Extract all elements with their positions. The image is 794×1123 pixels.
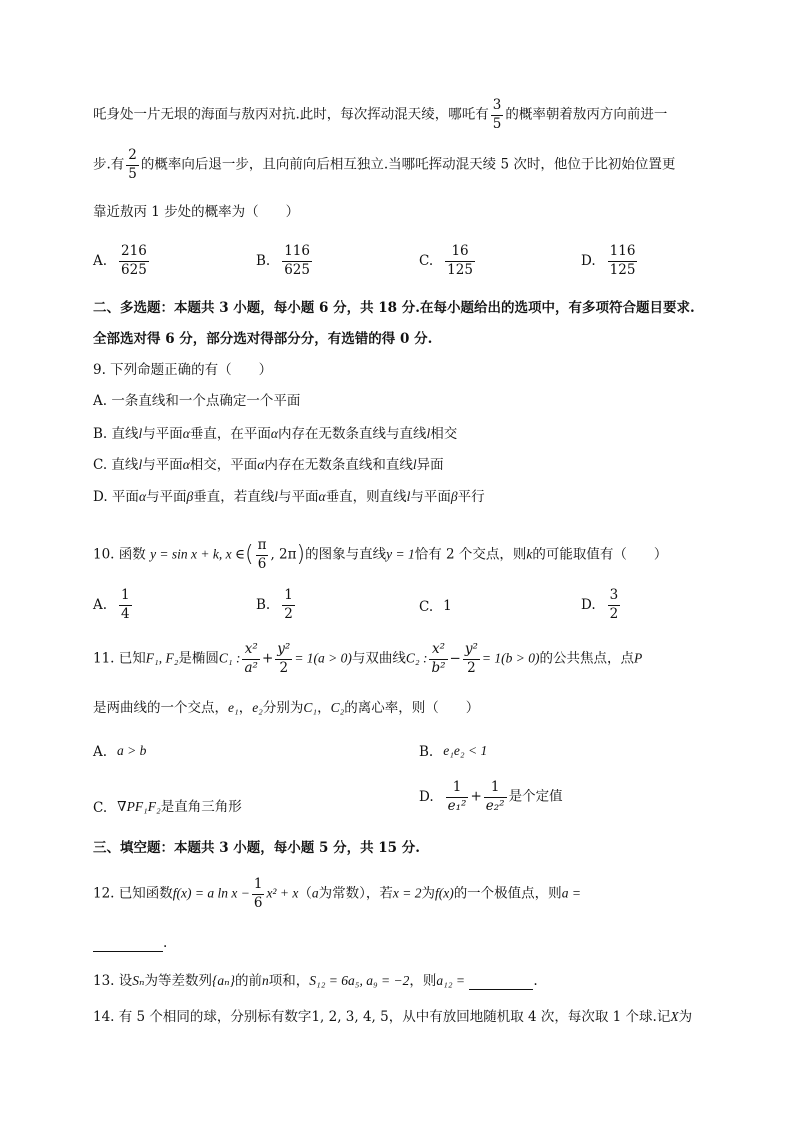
option-value: e₁e₂ < 1 <box>443 743 488 758</box>
question-text: ，从中有放回地随机取 4 次，每次取 1 个球.记 <box>388 1009 671 1025</box>
frac-num: y² <box>463 642 480 660</box>
fraction-y2-2 <box>463 642 480 676</box>
q11-option-b <box>419 743 487 760</box>
q8-option-a <box>93 244 151 278</box>
question-text: ，则 <box>409 973 437 989</box>
option-text: 垂直，则直线 <box>325 489 407 505</box>
math-expr: S₁₂ = 6a₅, a₉ = −2 <box>309 973 410 988</box>
left-paren: ( <box>245 542 254 568</box>
option-fraction <box>282 244 312 278</box>
option-label: A. <box>93 597 108 614</box>
frac-den: 125 <box>609 261 636 278</box>
math-expr: x² + x <box>266 885 299 901</box>
section-3-heading <box>93 842 420 856</box>
question-text: ， <box>317 700 331 716</box>
frac-num: 1 <box>119 588 132 606</box>
q8-text: 吒身处一片无垠的海面与敖丙对抗.此时，每次挥动混天绫，哪吒有 <box>93 106 489 123</box>
frac-num: π <box>256 538 269 556</box>
math-var: l <box>406 489 411 504</box>
question-text: 为常数），若 <box>318 885 393 902</box>
frac-num: 116 <box>282 244 312 262</box>
option-text: 相交，平面 <box>189 457 258 473</box>
frac-num: 16 <box>445 244 475 262</box>
option-label: B. <box>256 597 271 614</box>
frac-den: 125 <box>447 261 473 278</box>
math-var: e₂ <box>252 700 263 715</box>
q12-line-1 <box>93 877 581 911</box>
q9-option-d <box>93 490 485 505</box>
question-text: 10. 函数 <box>93 546 146 563</box>
q9-option-b <box>93 427 457 442</box>
math-var: Sₙ <box>132 973 145 988</box>
math-expr: C₁ : <box>218 650 241 666</box>
question-text: 为 <box>678 1009 693 1025</box>
question-text: 分别为 <box>262 700 304 716</box>
math-var: P <box>634 650 643 666</box>
question-text: 是椭圆 <box>178 650 219 667</box>
math-var: a <box>311 885 319 901</box>
math-var: α <box>138 489 147 504</box>
option-text: A. 一条直线和一个点确定一个平面 <box>93 393 301 409</box>
option-text: 与平面 <box>278 489 319 505</box>
q9-option-c <box>93 458 444 473</box>
math-expr: = 1(b > 0) <box>481 650 540 666</box>
option-text: C. 直线 <box>93 457 139 473</box>
question-text: 12. 已知函数 <box>93 885 173 902</box>
frac-den: 2 <box>284 605 293 622</box>
frac-den: a² <box>244 659 258 676</box>
q8-text: 靠近敖丙 1 步处的概率为（ ） <box>93 204 300 220</box>
frac-num: 1 <box>484 780 507 798</box>
q8-text: 步.有 <box>93 156 125 173</box>
fraction-pi-6 <box>256 538 269 572</box>
math-var: l <box>426 426 431 441</box>
question-text: 的前 <box>235 973 263 989</box>
question-text: ， <box>238 700 253 716</box>
math-expr: f(x) <box>434 885 454 901</box>
option-text: 与平面 <box>142 457 183 473</box>
frac-num: 116 <box>608 244 638 262</box>
q8-option-d <box>581 244 639 278</box>
q8-line-1 <box>93 98 667 132</box>
math-var: l <box>138 457 143 472</box>
frac-num: 3 <box>491 98 504 116</box>
frac-den: 6 <box>253 894 263 911</box>
option-label: D. <box>581 253 596 270</box>
frac-num: 1 <box>252 877 265 895</box>
math-var: β <box>186 489 194 504</box>
option-text: 与平面 <box>410 489 451 505</box>
q11-option-a <box>93 743 146 760</box>
option-text: D. 平面 <box>93 489 139 505</box>
frac-den: 5 <box>128 165 137 182</box>
frac-num: y² <box>275 642 292 660</box>
question-text: 的公共焦点，点 <box>539 650 634 667</box>
math-expr: 1, 2, 3, 4, 5 <box>311 1009 389 1025</box>
math-expr: a = <box>561 885 581 901</box>
question-text: 的可能取值有（ ） <box>532 546 668 563</box>
answer-blank[interactable] <box>93 937 163 952</box>
q8-line-3 <box>93 206 299 220</box>
frac-num: 2 <box>126 148 139 166</box>
question-text: 14. 有 5 个相同的球，分别标有数字 <box>93 1009 312 1025</box>
math-expr: F₁, F₂ <box>145 650 179 666</box>
math-var: l <box>412 457 417 472</box>
option-text: 与平面 <box>146 489 187 505</box>
question-text: 项和， <box>268 973 310 989</box>
q10-option-d <box>581 588 622 622</box>
math-expr: C₂ : <box>405 650 428 666</box>
frac-den: 4 <box>121 605 130 622</box>
math-var: α <box>318 489 326 504</box>
q11-line-2 <box>93 701 479 716</box>
math-expr: = 1(a > 0) <box>294 650 352 666</box>
math-var: k <box>526 546 533 562</box>
math-var: α <box>182 457 190 472</box>
math-expr: , 2π <box>270 546 297 563</box>
math-var: C₁ <box>303 700 318 715</box>
fraction-2-5 <box>126 148 139 182</box>
q10-option-a <box>93 588 134 622</box>
q9-option-a <box>93 395 300 409</box>
question-text: 为 <box>421 885 435 902</box>
frac-num: 216 <box>119 244 149 262</box>
option-value: 是个定值 <box>508 788 563 805</box>
math-var: X <box>670 1009 679 1024</box>
section-heading-text: 二、多选题：本题共 3 小题，每小题 6 分，共 18 分.在每小题给出的选项中，有多项符合题目要求. <box>93 300 695 316</box>
option-label: D. <box>581 597 596 614</box>
option-text: 内存在无数条直线与直线 <box>277 426 427 442</box>
question-stem: 9. 下列命题正确的有（ ） <box>93 362 273 378</box>
q8-text: 的概率向后退一步，且向前向后相互独立.当哪吒挥动混天绫 5 次时，他位于比初始位置更 <box>140 156 676 173</box>
option-text: 垂直，若直线 <box>193 489 275 505</box>
frac-num: x² <box>429 642 447 660</box>
right-paren: ) <box>296 542 306 568</box>
math-expr: f(x) = a ln x − <box>172 885 250 901</box>
q11-option-d <box>419 780 563 814</box>
question-text: 11. 已知 <box>93 650 146 667</box>
fraction-3-5 <box>491 98 504 132</box>
q14-line <box>93 1010 692 1025</box>
fraction-x2-a2 <box>242 642 259 676</box>
question-text: . <box>533 973 538 989</box>
question-text: 是两曲线的一个交点， <box>93 700 228 716</box>
q10-option-b <box>256 588 297 622</box>
option-label: C. <box>419 253 434 270</box>
math-expr: x = 2 <box>392 885 422 901</box>
fraction-x2-b2 <box>429 642 447 676</box>
option-text: 内存在无数条直线和直线 <box>264 457 413 473</box>
math-var: n <box>262 973 269 988</box>
math-op: + <box>470 788 482 805</box>
frac-den: 6 <box>257 555 267 572</box>
q11-line-1 <box>93 642 642 676</box>
q11-option-c <box>93 795 242 816</box>
question-text: 为等差数列 <box>144 973 212 989</box>
section-2-heading-line-1 <box>93 302 695 316</box>
option-value: 是直角三角形 <box>160 799 242 815</box>
option-label: C. <box>419 598 434 615</box>
frac-den: 2 <box>609 605 619 622</box>
math-expr: a₁₂ = <box>436 973 466 988</box>
option-label: D. <box>419 789 434 806</box>
option-value: a > b <box>117 743 147 758</box>
section-heading-text: 三、填空题：本题共 3 小题，每小题 5 分，共 15 分. <box>93 840 420 856</box>
option-text: 相交 <box>430 426 458 442</box>
q12-answer-blank-line <box>93 937 167 952</box>
q8-text: 的概率朝着敖丙方向前进一 <box>505 106 668 123</box>
math-expr: {aₙ} <box>212 973 236 988</box>
frac-den: 625 <box>121 261 147 278</box>
option-label: B. <box>256 253 271 270</box>
frac-den: e₂² <box>485 797 505 814</box>
option-label: A. <box>93 743 108 760</box>
math-op: + <box>261 650 274 667</box>
option-text: 异面 <box>416 457 444 473</box>
frac-den: 625 <box>284 261 310 278</box>
math-expr: y = 1 <box>386 546 415 562</box>
question-text: 恰有 2 个交点，则 <box>414 546 527 563</box>
frac-num: x² <box>242 642 259 660</box>
math-var: e₁ <box>228 700 239 715</box>
frac-den: e₁² <box>447 797 467 814</box>
option-fraction <box>445 244 475 278</box>
frac-den: 5 <box>492 115 502 132</box>
math-var: α <box>257 457 265 472</box>
q8-option-c <box>419 244 477 278</box>
math-var: C₂ <box>330 700 345 715</box>
fraction-1-e1sq <box>446 780 469 814</box>
question-text: 与双曲线 <box>351 650 406 667</box>
option-fraction <box>119 244 149 278</box>
question-text: 的离心率，则（ ） <box>344 700 480 716</box>
q10-stem <box>93 538 667 572</box>
option-label: B. <box>419 743 434 760</box>
question-text: 13. 设 <box>93 973 133 989</box>
option-text: 垂直，在平面 <box>189 426 271 442</box>
math-var: β <box>450 489 458 504</box>
fraction-y2-2 <box>275 642 292 676</box>
math-var: l <box>138 426 143 441</box>
fraction-1-6 <box>252 877 265 911</box>
option-fraction <box>119 588 132 622</box>
option-fraction <box>282 588 295 622</box>
q8-option-b <box>256 244 314 278</box>
frac-num: 3 <box>608 588 621 606</box>
math-expr: y = sin x + k, x ∈ <box>150 546 245 562</box>
frac-den: 2 <box>279 659 289 676</box>
math-var: α <box>182 426 190 441</box>
option-value: 1 <box>443 598 452 614</box>
fraction-1-e2sq <box>484 780 507 814</box>
math-op: − <box>449 650 461 667</box>
option-text: B. 直线 <box>93 426 139 442</box>
frac-den: 2 <box>467 659 476 676</box>
frac-num: 1 <box>282 588 295 606</box>
q10-option-c <box>419 598 452 615</box>
option-fraction <box>608 588 621 622</box>
question-text: . <box>163 935 168 951</box>
option-text: 平行 <box>457 489 485 505</box>
frac-num: 1 <box>446 780 469 798</box>
question-text: 的一个极值点，则 <box>453 885 562 902</box>
question-text: （ <box>298 885 312 902</box>
q13-line <box>93 974 538 990</box>
option-label: C. <box>93 799 108 816</box>
answer-blank[interactable] <box>469 975 533 990</box>
section-2-heading-line-2 <box>93 333 432 347</box>
q8-line-2 <box>93 148 675 182</box>
option-fraction <box>608 244 638 278</box>
section-heading-text: 全部选对得 6 分，部分选对得部分分，有选错的得 0 分. <box>93 331 433 347</box>
option-label: A. <box>93 253 108 270</box>
option-math: ∇PF₁F₂ <box>117 799 161 814</box>
question-text: 的图象与直线 <box>305 546 387 563</box>
q9-stem <box>93 364 272 378</box>
math-var: l <box>274 489 279 504</box>
frac-den: b² <box>431 659 446 676</box>
math-var: α <box>270 426 278 441</box>
option-text: 与平面 <box>142 426 183 442</box>
